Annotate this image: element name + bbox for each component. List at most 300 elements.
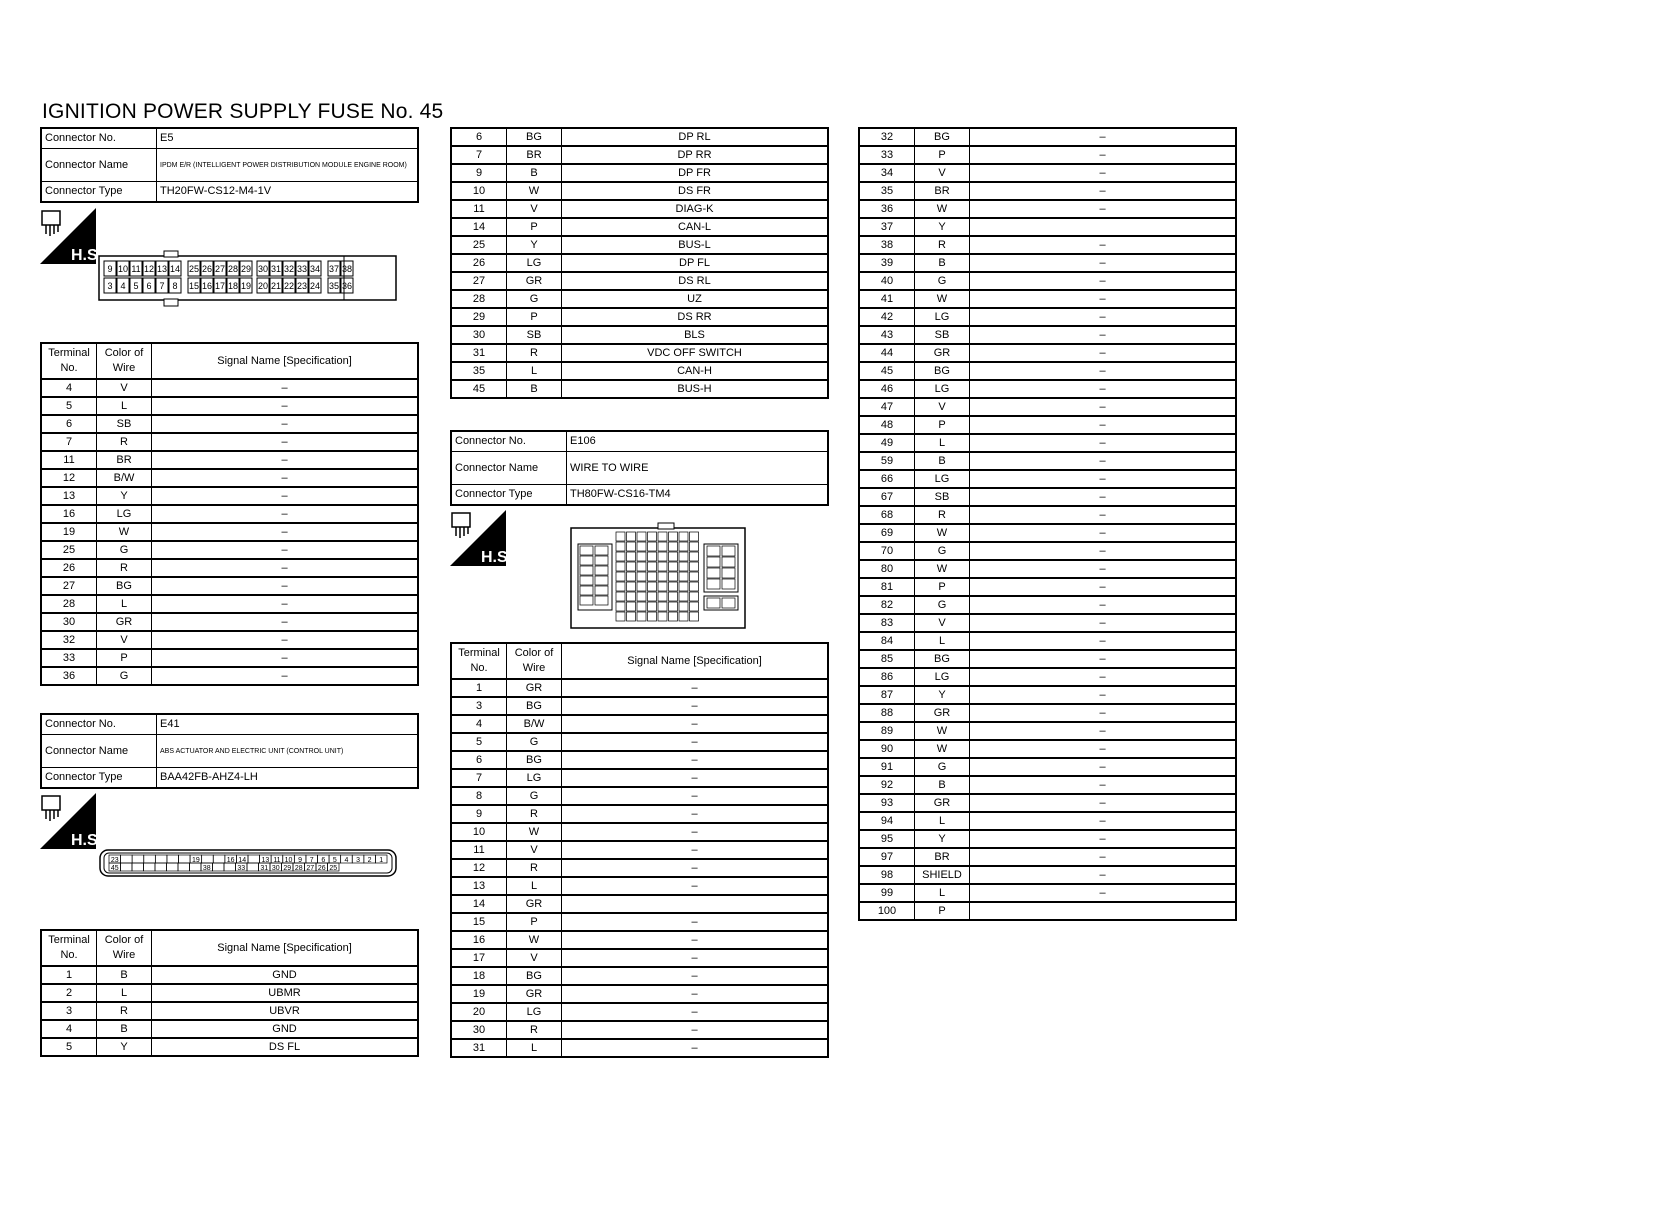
terminal-no-cell: 30: [41, 613, 97, 631]
connector-pin-label: 6: [321, 857, 326, 864]
table-row: [451, 895, 828, 913]
e106-connector-info: [450, 430, 829, 506]
connector-pin-label: 33: [237, 865, 246, 872]
wire-color-cell: L: [97, 595, 152, 613]
signal-name-cell: –: [152, 613, 419, 631]
terminal-no-cell: 90: [859, 740, 915, 758]
table-row: [451, 931, 828, 949]
connector-pin: [648, 562, 657, 571]
connector-pin: [669, 532, 678, 541]
connector-pin: [690, 582, 699, 591]
signal-name-cell: –: [562, 1021, 829, 1039]
connector-pin-label: 14: [169, 264, 181, 274]
terminal-no-cell: 44: [859, 344, 915, 362]
connector-pin: [616, 602, 625, 611]
connector-pin: [648, 582, 657, 591]
signal-name-cell: –: [970, 344, 1237, 362]
wire-color-cell: GR: [915, 794, 970, 812]
wire-color-cell: L: [915, 812, 970, 830]
terminal-no-cell: 20: [451, 1003, 507, 1021]
wire-color-cell: Y: [97, 1038, 152, 1056]
signal-name-cell: –: [152, 541, 419, 559]
terminal-no-cell: 29: [451, 308, 507, 326]
table-row: [41, 559, 418, 577]
connector-pin-label: 6: [146, 281, 152, 291]
signal-name-cell: DS FR: [562, 182, 829, 200]
wire-color-cell: GR: [915, 344, 970, 362]
connector-pin-label: 15: [188, 281, 200, 291]
signal-name-header: Signal Name [Specification]: [562, 643, 829, 679]
wire-color-cell: SB: [507, 326, 562, 344]
connector-pin: [178, 863, 190, 871]
signal-name-cell: –: [562, 679, 829, 697]
color-of-wire-header: Color of Wire: [97, 930, 152, 966]
connector-pin: [627, 572, 636, 581]
page-title: IGNITION POWER SUPPLY FUSE No. 45: [42, 100, 444, 123]
connector-pin: [679, 592, 688, 601]
signal-name-header: Signal Name [Specification]: [152, 930, 419, 966]
table-row: [451, 362, 828, 380]
wire-color-cell: SB: [915, 326, 970, 344]
signal-name-cell: –: [970, 776, 1237, 794]
wire-color-cell: L: [97, 984, 152, 1002]
terminal-no-cell: 27: [41, 577, 97, 595]
connector-pin: [669, 572, 678, 581]
wire-color-cell: G: [507, 290, 562, 308]
terminal-no-cell: 36: [859, 200, 915, 218]
wire-color-cell: W: [507, 931, 562, 949]
signal-name-cell: DS RR: [562, 308, 829, 326]
table-row: [451, 200, 828, 218]
table-row: [859, 362, 1236, 380]
wire-color-cell: V: [507, 949, 562, 967]
table-row: [41, 379, 418, 397]
wire-color-cell: BG: [507, 967, 562, 985]
terminal-no-cell: 4: [451, 715, 507, 733]
table-row: [859, 326, 1236, 344]
wire-color-cell: BR: [915, 182, 970, 200]
table-row: [859, 380, 1236, 398]
table-row: [859, 488, 1236, 506]
table-row: [451, 146, 828, 164]
connector-pin-label: 10: [117, 264, 129, 274]
terminal-no-cell: 46: [859, 380, 915, 398]
e41-connector-face-diagram: [98, 848, 398, 878]
hs-harness-side-icon: [40, 208, 103, 264]
signal-name-cell: –: [562, 751, 829, 769]
connector-pin: [669, 542, 678, 551]
table-row: [41, 433, 418, 451]
table-row: [859, 578, 1236, 596]
table-row: [451, 290, 828, 308]
connector-pin: [679, 572, 688, 581]
connector-pin: [224, 863, 236, 871]
table-row: [41, 1038, 418, 1056]
wire-color-cell: R: [915, 236, 970, 254]
table-row: [41, 1002, 418, 1020]
table-row: [451, 308, 828, 326]
signal-name-cell: –: [970, 146, 1237, 164]
terminal-no-cell: 3: [451, 697, 507, 715]
terminal-no-cell: 80: [859, 560, 915, 578]
connector-pin: [580, 586, 593, 595]
wire-color-cell: BG: [915, 128, 970, 146]
terminal-no-cell: 13: [41, 487, 97, 505]
wire-color-cell: G: [507, 733, 562, 751]
terminal-no-header: Terminal No.: [41, 930, 97, 966]
wire-color-cell: G: [915, 542, 970, 560]
e106-connector-face-diagram: [570, 522, 746, 630]
table-row: [859, 758, 1236, 776]
connector-pin: [648, 602, 657, 611]
wire-color-cell: LG: [507, 769, 562, 787]
table-row: [859, 560, 1236, 578]
terminal-no-cell: 97: [859, 848, 915, 866]
table-row: [859, 236, 1236, 254]
connector-pin: [690, 552, 699, 561]
connector-pin: [690, 572, 699, 581]
signal-name-cell: –: [152, 469, 419, 487]
connector-pin-label: 9: [298, 857, 303, 864]
connector-pin: [707, 557, 720, 567]
table-row: [41, 984, 418, 1002]
connector-type-label: Connector Type: [41, 768, 157, 789]
terminal-no-cell: 27: [451, 272, 507, 290]
connector-pin-label: 18: [227, 281, 239, 291]
signal-name-cell: –: [152, 631, 419, 649]
signal-name-cell: DP FL: [562, 254, 829, 272]
wire-color-cell: GR: [507, 985, 562, 1003]
terminal-no-cell: 10: [451, 823, 507, 841]
connector-pin-label: 24: [309, 281, 321, 291]
connector-pin: [722, 568, 735, 578]
table-row: [41, 541, 418, 559]
terminal-no-cell: 99: [859, 884, 915, 902]
terminal-no-cell: 6: [451, 751, 507, 769]
terminal-no-cell: 84: [859, 632, 915, 650]
terminal-no-cell: 7: [451, 769, 507, 787]
table-row: [859, 416, 1236, 434]
signal-name-cell: –: [970, 560, 1237, 578]
signal-name-cell: –: [152, 451, 419, 469]
connector-no-value: E5: [157, 128, 419, 149]
table-row: [451, 913, 828, 931]
connector-pin: [690, 602, 699, 611]
connector-pin-label: 11: [131, 264, 141, 274]
color-of-wire-header: Color of Wire: [97, 343, 152, 379]
wire-color-cell: G: [97, 541, 152, 559]
table-row: [451, 967, 828, 985]
wire-color-cell: L: [507, 877, 562, 895]
connector-pin: [669, 592, 678, 601]
connector-pin: [669, 602, 678, 611]
connector-name-value: ABS ACTUATOR AND ELECTRIC UNIT (CONTROL UNIT): [157, 735, 419, 768]
connector-name-value: WIRE TO WIRE: [567, 452, 829, 485]
signal-name-cell: –: [152, 505, 419, 523]
terminal-no-cell: 39: [859, 254, 915, 272]
wire-color-cell: BG: [915, 650, 970, 668]
terminal-no-cell: 5: [451, 733, 507, 751]
connector-pin: [155, 855, 167, 863]
signal-name-cell: –: [970, 254, 1237, 272]
table-row: [41, 487, 418, 505]
terminal-no-cell: 45: [859, 362, 915, 380]
table-row: [859, 848, 1236, 866]
wire-color-cell: BR: [915, 848, 970, 866]
connector-no-label: Connector No.: [451, 431, 567, 452]
terminal-no-cell: 93: [859, 794, 915, 812]
table-row: [451, 254, 828, 272]
table-row: [451, 877, 828, 895]
table-row: [859, 686, 1236, 704]
connector-pin: [648, 552, 657, 561]
signal-name-cell: DP FR: [562, 164, 829, 182]
connector-pin: [167, 863, 179, 871]
table-row: [41, 451, 418, 469]
terminal-no-cell: 7: [41, 433, 97, 451]
terminal-no-cell: 33: [41, 649, 97, 667]
connector-pin: [616, 592, 625, 601]
connector-pin: [707, 598, 720, 608]
wire-color-cell: BG: [507, 128, 562, 146]
connector-pin-label: 45: [110, 865, 119, 872]
terminal-no-cell: 68: [859, 506, 915, 524]
terminal-no-cell: 85: [859, 650, 915, 668]
connector-pin: [637, 612, 646, 621]
terminal-no-cell: 43: [859, 326, 915, 344]
signal-name-cell: –: [970, 866, 1237, 884]
connector-pin: [627, 542, 636, 551]
connector-pin: [658, 562, 667, 571]
connector-pin: [595, 546, 608, 555]
table-row: [859, 596, 1236, 614]
signal-name-cell: –: [970, 200, 1237, 218]
signal-name-cell: –: [152, 379, 419, 397]
wire-color-cell: V: [915, 164, 970, 182]
wire-color-cell: W: [915, 290, 970, 308]
connector-pin: [658, 532, 667, 541]
signal-name-cell: CAN-H: [562, 362, 829, 380]
signal-name-cell: –: [152, 559, 419, 577]
connector-pin: [595, 596, 608, 605]
table-row: [859, 290, 1236, 308]
wire-color-cell: B: [915, 452, 970, 470]
terminal-no-cell: 5: [41, 397, 97, 415]
connector-name-value: IPDM E/R (INTELLIGENT POWER DISTRIBUTION MODULE ENGINE ROOM): [157, 149, 419, 182]
terminal-no-cell: 89: [859, 722, 915, 740]
connector-pin-label: 38: [341, 264, 353, 274]
connector-pin: [144, 855, 156, 863]
connector-pin-label: 19: [240, 281, 252, 291]
connector-pin: [658, 612, 667, 621]
terminal-no-cell: 15: [451, 913, 507, 931]
table-row: [859, 272, 1236, 290]
signal-name-cell: –: [970, 740, 1237, 758]
terminal-no-cell: 13: [451, 877, 507, 895]
connector-pin: [616, 552, 625, 561]
table-row: [451, 787, 828, 805]
terminal-no-cell: 35: [451, 362, 507, 380]
table-row: [859, 452, 1236, 470]
connector-pin: [690, 592, 699, 601]
connector-pin-label: 20: [257, 281, 269, 291]
signal-name-cell: –: [562, 913, 829, 931]
signal-name-cell: DIAG-K: [562, 200, 829, 218]
terminal-no-cell: 2: [41, 984, 97, 1002]
terminal-no-cell: 31: [451, 344, 507, 362]
wire-color-cell: W: [915, 722, 970, 740]
table-row: [41, 523, 418, 541]
signal-name-cell: –: [970, 380, 1237, 398]
connector-pin: [707, 579, 720, 589]
table-row: [859, 146, 1236, 164]
signal-name-cell: –: [152, 415, 419, 433]
connector-pin: [637, 562, 646, 571]
signal-name-cell: GND: [152, 1020, 419, 1038]
connector-pin-label: 30: [257, 264, 269, 274]
wire-color-cell: GR: [915, 704, 970, 722]
connector-pin-label: 25: [329, 865, 338, 872]
terminal-no-cell: 12: [41, 469, 97, 487]
wire-color-cell: V: [97, 379, 152, 397]
signal-name-cell: –: [970, 524, 1237, 542]
table-row: [859, 812, 1236, 830]
connector-pin: [627, 612, 636, 621]
wire-color-cell: W: [915, 524, 970, 542]
connector-pin: [637, 602, 646, 611]
table-row: [859, 398, 1236, 416]
table-row: [41, 966, 418, 984]
wire-color-cell: LG: [915, 308, 970, 326]
signal-name-cell: –: [562, 715, 829, 733]
connector-pin: [648, 542, 657, 551]
signal-name-cell: –: [562, 823, 829, 841]
terminal-no-cell: 12: [451, 859, 507, 877]
wire-color-cell: LG: [915, 470, 970, 488]
wire-color-cell: P: [915, 416, 970, 434]
signal-name-cell: –: [562, 787, 829, 805]
connector-pin-label: 5: [133, 281, 139, 291]
terminal-no-cell: 30: [451, 326, 507, 344]
connector-pin: [616, 582, 625, 591]
terminal-no-cell: 100: [859, 902, 915, 920]
connector-pin-label: 16: [201, 281, 213, 291]
signal-name-cell: –: [152, 649, 419, 667]
table-row: [41, 505, 418, 523]
table-row: [451, 1003, 828, 1021]
wire-color-cell: LG: [97, 505, 152, 523]
connector-pin: [658, 542, 667, 551]
connector-pin: [648, 592, 657, 601]
wire-color-cell: L: [915, 434, 970, 452]
connector-pin-label: 23: [296, 281, 308, 291]
signal-name-cell: –: [970, 614, 1237, 632]
connector-pin-label: 4: [344, 857, 349, 864]
table-row: [859, 218, 1236, 236]
table-row: [451, 1039, 828, 1057]
signal-name-cell: –: [562, 1003, 829, 1021]
terminal-no-cell: 37: [859, 218, 915, 236]
signal-name-cell: –: [562, 733, 829, 751]
connector-pin: [658, 572, 667, 581]
terminal-no-cell: 59: [859, 452, 915, 470]
connector-pin: [580, 556, 593, 565]
wire-color-cell: P: [507, 913, 562, 931]
wire-color-cell: GR: [507, 895, 562, 913]
connector-pin-label: 26: [317, 865, 326, 872]
terminal-no-cell: 30: [451, 1021, 507, 1039]
signal-name-cell: –: [970, 236, 1237, 254]
wire-color-cell: GR: [507, 272, 562, 290]
svg-text:H.S.: H.S.: [71, 247, 103, 264]
wire-color-cell: B/W: [507, 715, 562, 733]
connector-pin-label: 33: [296, 264, 308, 274]
table-row: [859, 182, 1236, 200]
wire-color-cell: W: [97, 523, 152, 541]
wire-color-cell: Y: [97, 487, 152, 505]
wire-color-cell: R: [507, 1021, 562, 1039]
signal-name-cell: [970, 218, 1237, 236]
signal-name-cell: –: [970, 704, 1237, 722]
table-row: [41, 595, 418, 613]
connector-pin: [580, 546, 593, 555]
terminal-no-cell: 19: [41, 523, 97, 541]
connector-pin: [648, 612, 657, 621]
signal-name-cell: –: [970, 884, 1237, 902]
connector-pin-label: 35: [328, 281, 340, 291]
connector-pin-label: 32: [283, 264, 295, 274]
wire-color-cell: R: [97, 559, 152, 577]
connector-pin-label: 11: [273, 857, 281, 864]
wire-color-cell: W: [915, 560, 970, 578]
signal-name-cell: –: [152, 667, 419, 685]
signal-name-cell: CAN-L: [562, 218, 829, 236]
table-row: [41, 415, 418, 433]
connector-pin: [595, 556, 608, 565]
terminal-no-cell: 9: [451, 164, 507, 182]
e5-connector-info: [40, 127, 419, 203]
terminal-no-cell: 4: [41, 379, 97, 397]
connector-pin: [679, 542, 688, 551]
connector-pin-label: 5: [332, 857, 337, 864]
table-row: [859, 434, 1236, 452]
terminal-no-cell: 69: [859, 524, 915, 542]
connector-pin: [202, 855, 214, 863]
signal-name-cell: BUS-H: [562, 380, 829, 398]
table-row: [859, 524, 1236, 542]
connector-pin-label: 13: [156, 264, 168, 274]
table-row: [41, 469, 418, 487]
signal-name-cell: UBMR: [152, 984, 419, 1002]
wire-color-cell: R: [507, 859, 562, 877]
terminal-no-cell: 7: [451, 146, 507, 164]
wire-color-cell: LG: [915, 380, 970, 398]
table-row: [451, 949, 828, 967]
table-row: [859, 614, 1236, 632]
connector-pin: [669, 612, 678, 621]
connector-type-value: BAA42FB-AHZ4-LH: [157, 768, 419, 789]
connector-pin: [616, 542, 625, 551]
wire-color-cell: V: [507, 200, 562, 218]
table-row: [41, 397, 418, 415]
wire-color-cell: W: [507, 823, 562, 841]
table-row: [859, 776, 1236, 794]
connector-pin-label: 7: [309, 857, 314, 864]
hs-harness-side-icon: [450, 510, 513, 566]
terminal-no-cell: 14: [451, 895, 507, 913]
terminal-no-cell: 40: [859, 272, 915, 290]
connector-pin: [627, 562, 636, 571]
